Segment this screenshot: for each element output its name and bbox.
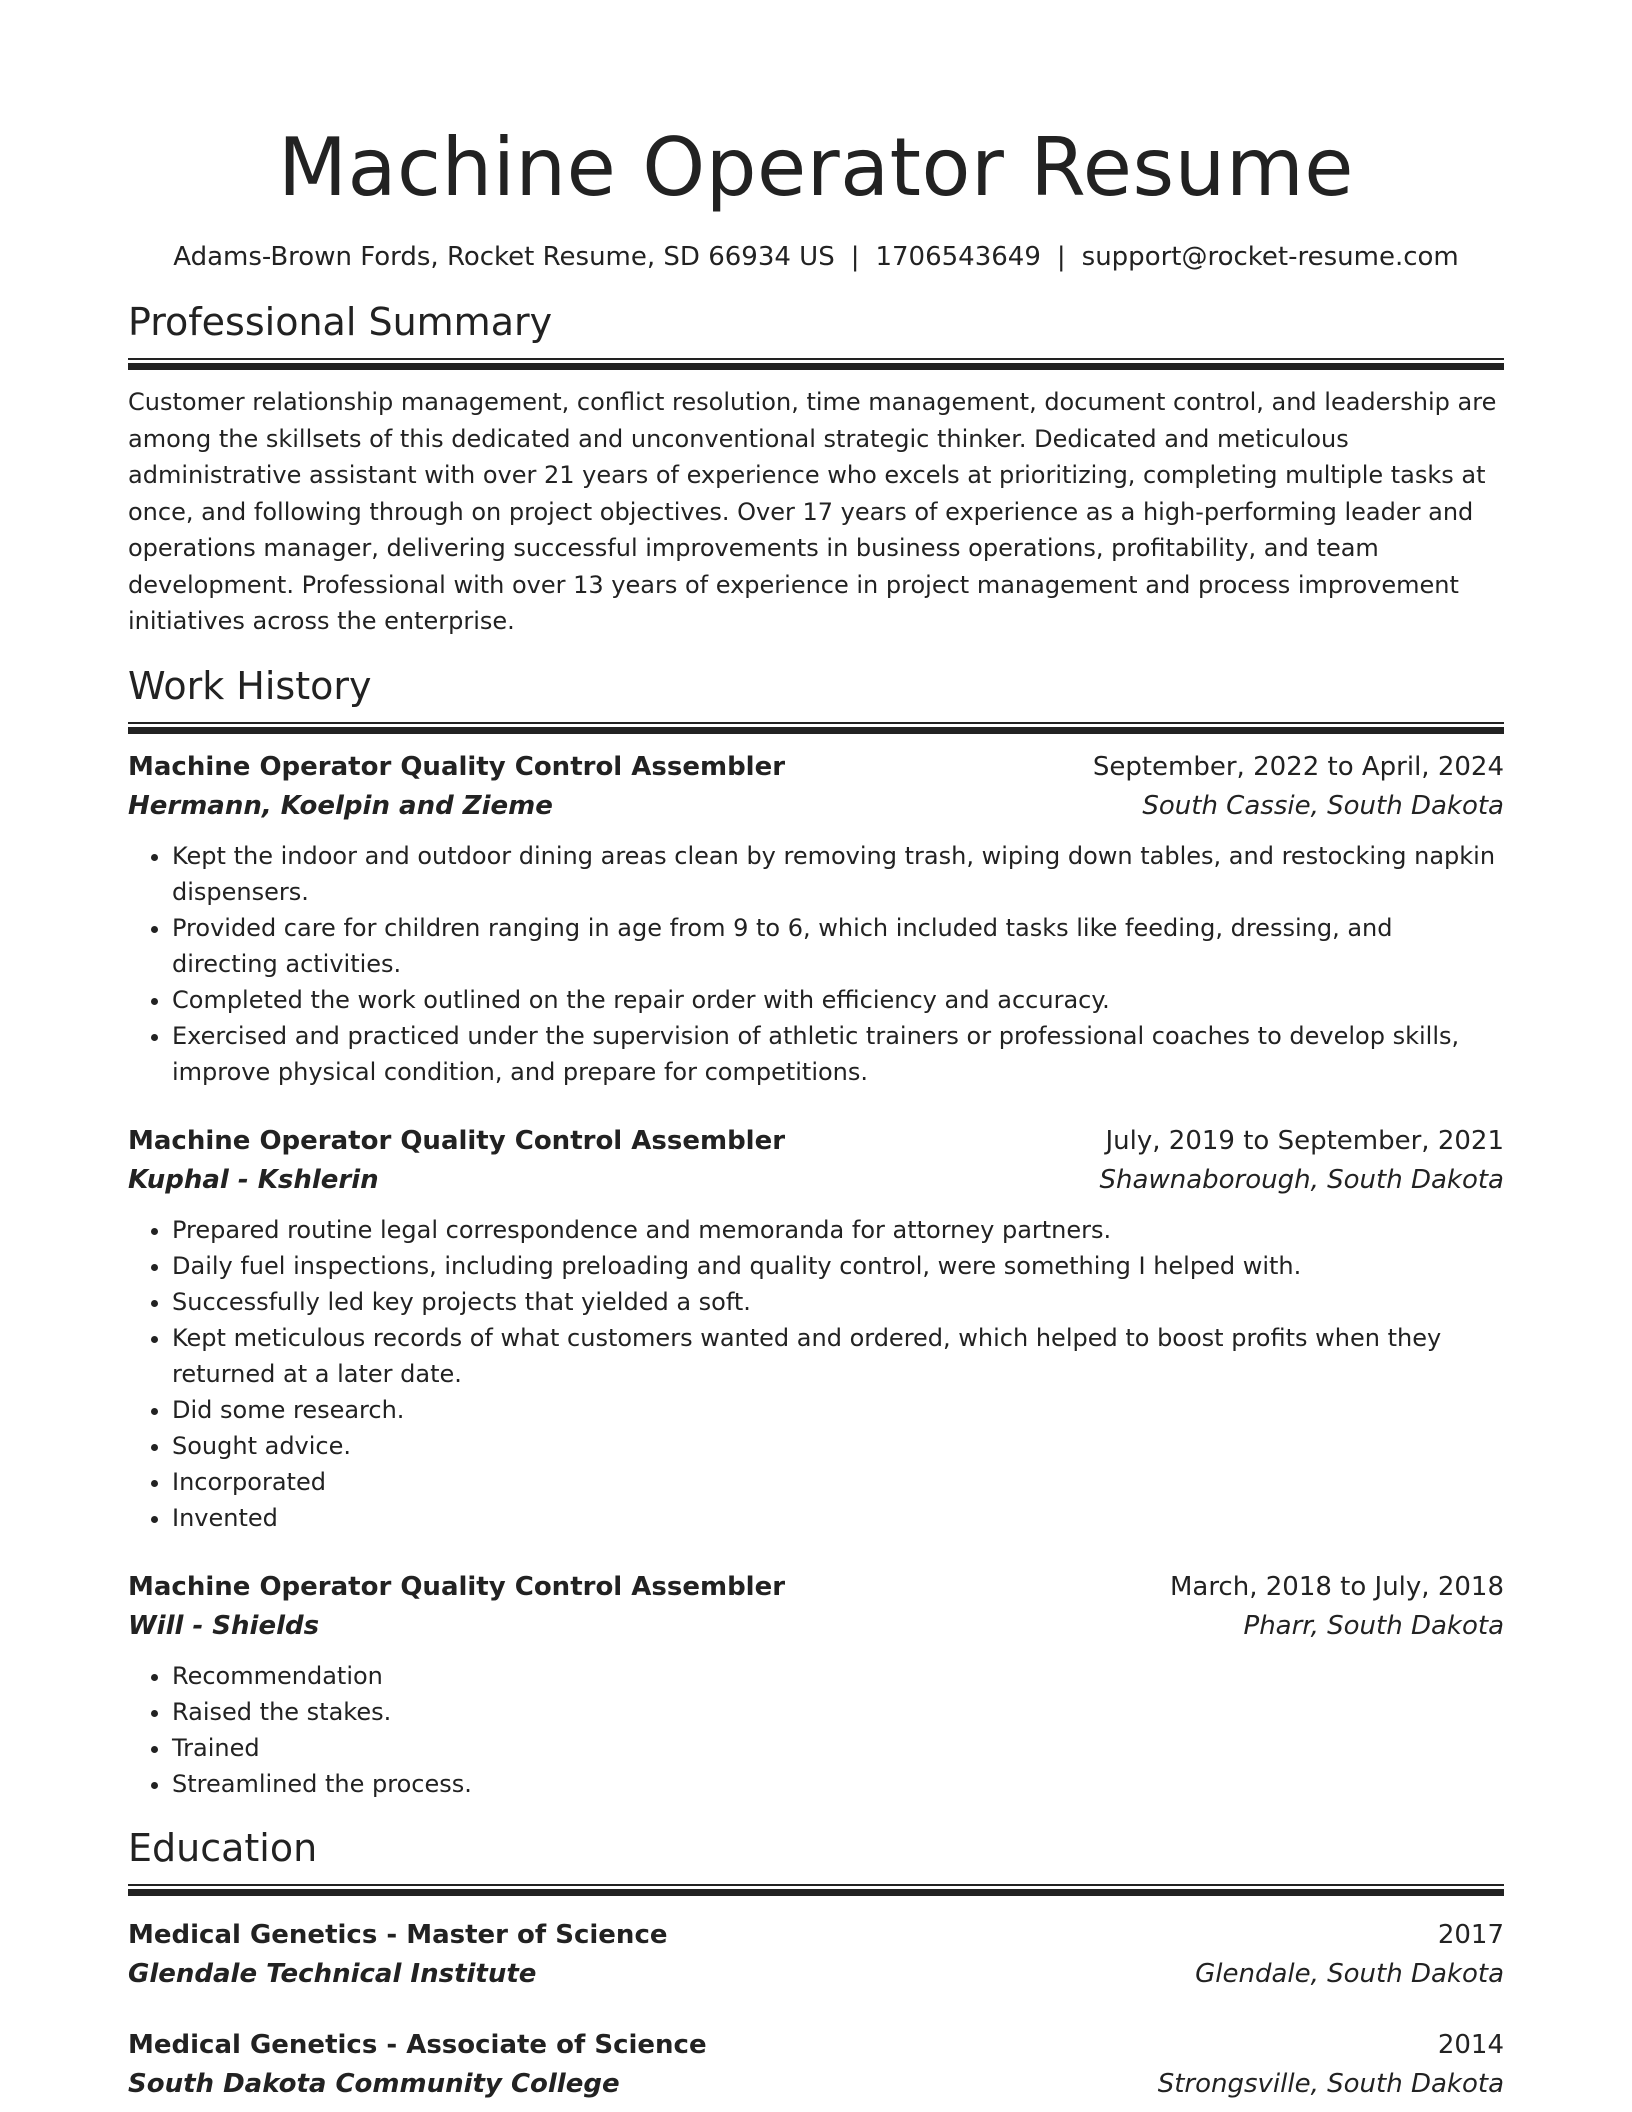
work-history-section	[128, 662, 1504, 1802]
job-subheader	[128, 1161, 1504, 1200]
job-bullet: • Successfully led key projects that yielded a soft.	[172, 1284, 1504, 1320]
section-divider	[128, 722, 1504, 734]
summary-text: Customer relationship management, conflict resolution, time management, document control, and leadership are among the skillsets of this dedicated and unconventional strategic thinker. Dedicated and meticulous administrative assistant with over 21 years of experience who excels at prioritizing, completing multiple tasks at once, and following through on project objectives. Over 17 years of experience as a high-performing leader and operations manager, delivering successful improvements in business operations, profitability, and team development. Professional with over 13 years of experience in project management and process improvement initiatives across the enterprise.	[128, 388, 1497, 635]
job-bullet: • Did some research.	[172, 1392, 1504, 1428]
section-heading-summary: Professional Summary	[128, 300, 553, 344]
contact-email: support@rocket-resume.com	[1081, 242, 1459, 272]
resume-page	[128, 0, 1504, 2104]
job-bullet: • Provided care for children ranging in age from 9 to 6, which included tasks like feeding, dressing, and directing activities.	[172, 910, 1504, 982]
job-bullet: • Kept meticulous records of what customers wanted and ordered, which helped to boost profits when they returned at a later date.	[172, 1320, 1504, 1392]
job-bullet: • Completed the work outlined on the repair order with efficiency and accuracy.	[172, 982, 1504, 1018]
education-header	[128, 1916, 1504, 1955]
job-location: Shawnaborough, South Dakota	[1099, 1164, 1504, 1195]
education-school: Glendale Technical Institute	[128, 1958, 537, 1989]
job-bullet: • Recommendation	[172, 1658, 1504, 1694]
job-company: Will - Shields	[128, 1610, 320, 1641]
job-title: Machine Operator Quality Control Assembler	[128, 1571, 786, 1602]
education-subheader	[128, 1955, 1504, 1994]
job-header	[128, 748, 1504, 787]
job-company: Hermann, Koelpin and Zieme	[128, 790, 553, 821]
job-location: Pharr, South Dakota	[1243, 1610, 1504, 1641]
job-bullet: • Incorporated	[172, 1464, 1504, 1500]
education-entry	[128, 1916, 1504, 1994]
job-dates: March, 2018 to July, 2018	[1169, 1571, 1504, 1602]
education-location: Strongsville, South Dakota	[1157, 2068, 1504, 2099]
education-school: South Dakota Community College	[128, 2068, 620, 2099]
section-heading-education: Education	[128, 1825, 318, 1870]
section-divider	[128, 1884, 1504, 1896]
professional-summary-section	[128, 298, 1504, 640]
contact-phone: 1706543649	[875, 242, 1041, 272]
section-heading-work: Work History	[128, 663, 372, 708]
job-location: South Cassie, South Dakota	[1142, 790, 1504, 821]
job-bullet: • Prepared routine legal correspondence and memoranda for attorney partners.	[172, 1212, 1504, 1248]
job-header	[128, 1568, 1504, 1607]
education-degree: Medical Genetics - Associate of Science	[128, 2029, 707, 2060]
job-title: Machine Operator Quality Control Assembler	[128, 751, 786, 782]
job-bullets	[128, 1212, 1504, 1536]
education-year: 2014	[1437, 2029, 1504, 2060]
education-entry	[128, 2026, 1504, 2104]
job-bullet: • Invented	[172, 1500, 1504, 1536]
education-degree: Medical Genetics - Master of Science	[128, 1919, 668, 1950]
contact-line	[128, 240, 1504, 274]
contact-separator: |	[1056, 242, 1066, 272]
job-bullet: • Trained	[172, 1730, 1504, 1766]
job-bullet: • Daily fuel inspections, including preloading and quality control, were something I helped with.	[172, 1248, 1504, 1284]
job-bullets	[128, 1658, 1504, 1802]
job-header	[128, 1122, 1504, 1161]
job-dates: July, 2019 to September, 2021	[1105, 1125, 1504, 1156]
job-bullet: • Streamlined the process.	[172, 1766, 1504, 1802]
resume-title: Machine Operator Resume	[277, 121, 1355, 214]
job-entry	[128, 748, 1504, 1090]
job-bullet: • Kept the indoor and outdoor dining areas clean by removing trash, wiping down tables, and restocking napkin dispensers.	[172, 838, 1504, 910]
education-header	[128, 2026, 1504, 2065]
job-bullet: • Raised the stakes.	[172, 1694, 1504, 1730]
job-entry	[128, 1122, 1504, 1536]
job-entry	[128, 1568, 1504, 1802]
job-dates: September, 2022 to April, 2024	[1092, 751, 1504, 782]
job-bullet: • Sought advice.	[172, 1428, 1504, 1464]
section-divider	[128, 358, 1504, 370]
job-bullets	[128, 838, 1504, 1090]
contact-address: Adams-Brown Fords, Rocket Resume, SD 66934 US	[173, 242, 835, 272]
job-title: Machine Operator Quality Control Assembler	[128, 1125, 786, 1156]
job-subheader	[128, 787, 1504, 826]
contact-separator: |	[850, 242, 860, 272]
job-company: Kuphal - Kshlerin	[128, 1164, 379, 1195]
job-subheader	[128, 1607, 1504, 1646]
job-bullet: • Exercised and practiced under the supervision of athletic trainers or professional coaches to develop skills, improve physical condition, and prepare for competitions.	[172, 1018, 1504, 1090]
education-year: 2017	[1437, 1919, 1504, 1950]
education-location: Glendale, South Dakota	[1195, 1958, 1504, 1989]
education-section	[128, 1824, 1504, 2104]
education-subheader	[128, 2065, 1504, 2104]
